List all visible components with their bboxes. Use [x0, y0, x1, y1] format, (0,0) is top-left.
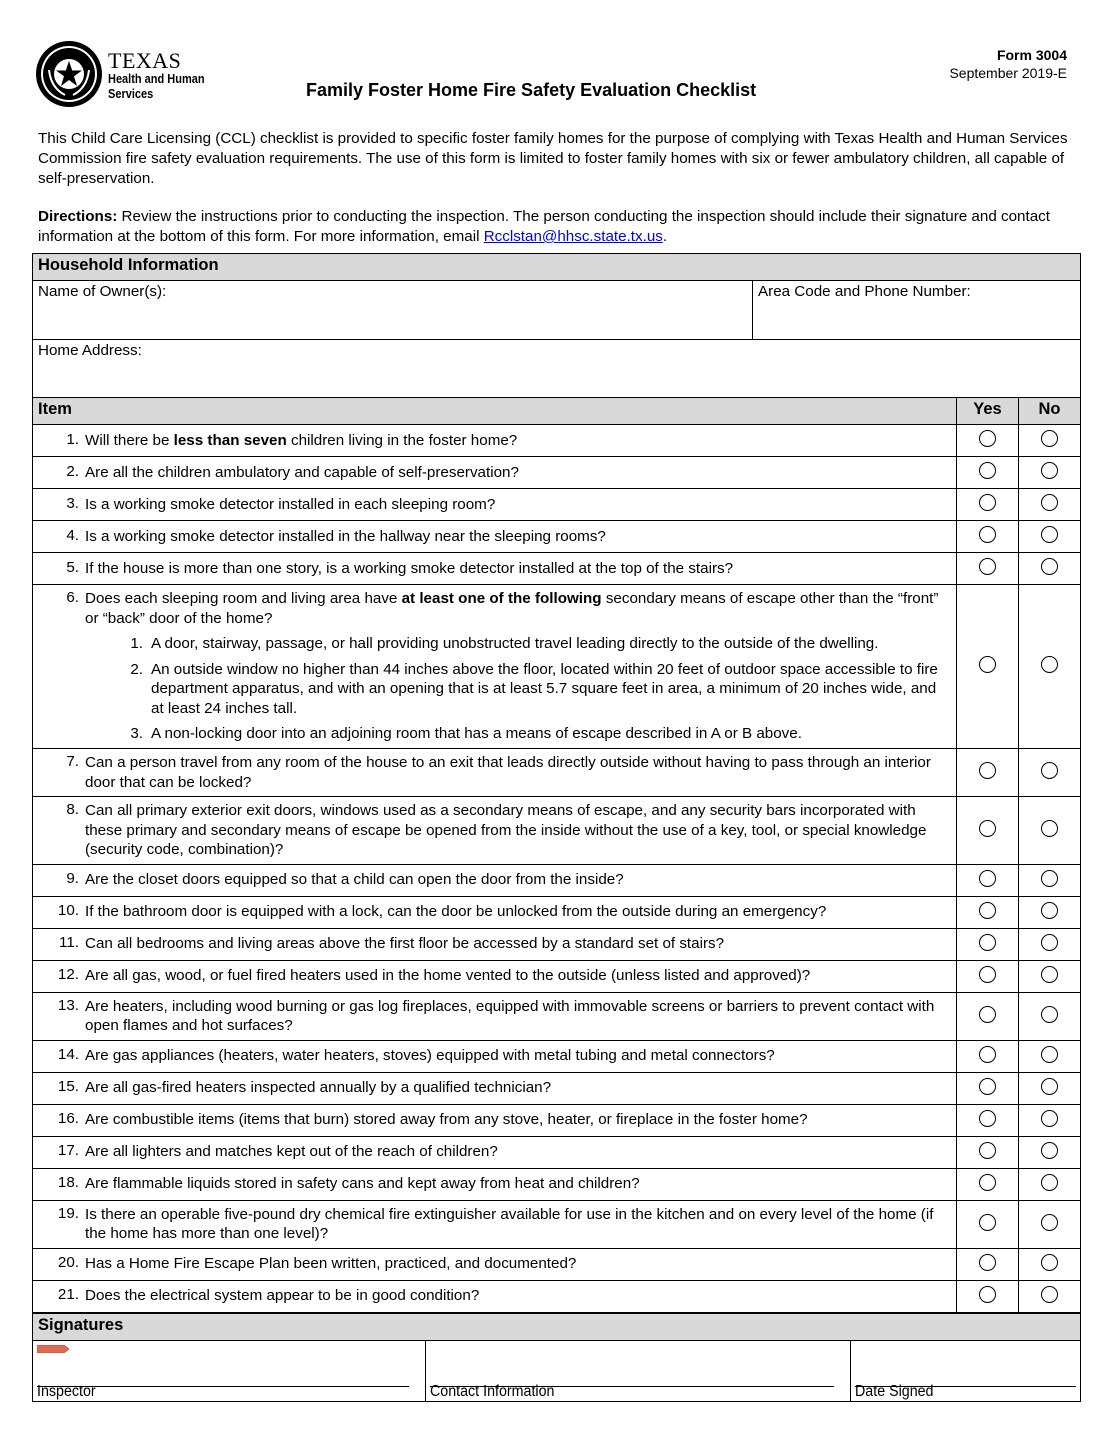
sub-option-text: An outside window no higher than 44 inches above the floor, located within 20 feet of outdoor space accessible to fire department apparatus, and with an opening that is at least 5.7 square feet in area, a minimum of 20 inches wide, and at least 24 inches tall.	[151, 660, 938, 717]
yes-cell	[957, 425, 1019, 457]
sign-here-tag-icon[interactable]	[37, 1345, 69, 1353]
address-label: Home Address:	[38, 342, 142, 359]
yes-cell	[957, 553, 1019, 585]
checklist-question	[33, 521, 957, 553]
yes-cell	[957, 928, 1019, 960]
no-radio[interactable]	[1041, 1174, 1058, 1191]
no-radio[interactable]	[1041, 494, 1058, 511]
question-text: Are gas appliances (heaters, water heaters, stoves) equipped with metal tubing and metal connectors?	[85, 1047, 775, 1065]
no-radio[interactable]	[1041, 966, 1058, 983]
question-number: 1.	[66, 430, 79, 448]
sub-option	[45, 724, 951, 744]
no-cell	[1019, 585, 1081, 749]
no-radio[interactable]	[1041, 934, 1058, 951]
question-text: Are flammable liquids stored in safety cans and kept away from heat and children?	[85, 1175, 640, 1193]
no-cell	[1019, 1168, 1081, 1200]
no-radio[interactable]	[1041, 1254, 1058, 1271]
question-number: 20.	[57, 1254, 79, 1272]
form-number: Form 3004	[996, 47, 1067, 63]
directions-text	[38, 207, 1083, 247]
yes-cell	[957, 585, 1019, 749]
form-info	[949, 46, 1067, 82]
item-column-header: Item	[33, 398, 957, 425]
yes-cell	[957, 1104, 1019, 1136]
question-text: Are the closet doors equipped so that a child can open the door from the inside?	[85, 871, 624, 889]
question-text: Has a Home Fire Escape Plan been written, practiced, and documented?	[85, 1255, 577, 1273]
no-radio[interactable]	[1041, 820, 1058, 837]
no-cell	[1019, 553, 1081, 585]
checklist-question	[33, 928, 957, 960]
yes-cell	[957, 521, 1019, 553]
no-cell	[1019, 1200, 1081, 1248]
yes-radio[interactable]	[979, 1214, 996, 1231]
inspector-label: Inspector	[37, 1383, 96, 1400]
checklist-row	[33, 864, 1081, 896]
page-title: Family Foster Home Fire Safety Evaluation Checklist	[306, 80, 757, 100]
yes-cell	[957, 960, 1019, 992]
checklist-question	[33, 1168, 957, 1200]
checklist-question	[33, 1136, 957, 1168]
question-number: 17.	[57, 1142, 79, 1160]
question-number: 16.	[57, 1110, 79, 1128]
checklist-question	[33, 864, 957, 896]
no-radio[interactable]	[1041, 1078, 1058, 1095]
no-cell	[1019, 896, 1081, 928]
question-text: Does each sleeping room and living area have	[85, 590, 402, 608]
checklist-row	[33, 1168, 1081, 1200]
no-cell	[1019, 521, 1081, 553]
no-column-header: No	[1019, 398, 1081, 425]
yes-cell	[957, 797, 1019, 865]
no-cell	[1019, 1280, 1081, 1312]
checklist-question	[33, 553, 957, 585]
signatures-header: Signatures	[33, 1314, 1081, 1341]
question-number: 21.	[57, 1286, 79, 1304]
no-cell	[1019, 797, 1081, 865]
no-cell	[1019, 992, 1081, 1040]
yes-cell	[957, 489, 1019, 521]
logo-texas: TEXAS	[108, 48, 182, 73]
yes-radio[interactable]	[979, 462, 996, 479]
question-text: Does the electrical system appear to be in good condition?	[85, 1287, 480, 1305]
no-radio[interactable]	[1041, 462, 1058, 479]
sub-option-number: 3.	[130, 725, 143, 743]
checklist-row	[33, 553, 1081, 585]
no-radio[interactable]	[1041, 762, 1058, 779]
form-date: September 2019-E	[949, 65, 1067, 81]
checklist-question	[33, 960, 957, 992]
sub-option-text: A non-locking door into an adjoining room that has a means of escape described in A or B above.	[151, 725, 802, 743]
texas-seal-icon	[35, 40, 103, 108]
question-text: Are all gas-fired heaters inspected annually by a qualified technician?	[85, 1079, 552, 1097]
checklist-question	[33, 457, 957, 489]
checklist-question	[33, 992, 957, 1040]
checklist-question	[33, 489, 957, 521]
yes-cell	[957, 457, 1019, 489]
no-cell	[1019, 749, 1081, 797]
no-cell	[1019, 489, 1081, 521]
no-cell	[1019, 1072, 1081, 1104]
question-text: Are all lighters and matches kept out of the reach of children?	[85, 1143, 498, 1161]
question-number: 15.	[57, 1078, 79, 1096]
question-number: 3.	[66, 494, 79, 512]
checklist-row	[33, 928, 1081, 960]
yes-radio[interactable]	[979, 902, 996, 919]
checklist-table	[32, 397, 1081, 1313]
question-emphasis: at least one of the following	[401, 590, 602, 608]
no-radio[interactable]	[1041, 1110, 1058, 1127]
logo-line2: Services	[108, 87, 154, 101]
question-text-end: children living in the foster home?	[286, 431, 518, 449]
question-text: If the bathroom door is equipped with a lock, can the door be unlocked from the outside during an emergency?	[85, 903, 827, 921]
owner-label: Name of Owner(s):	[38, 283, 167, 300]
yes-radio[interactable]	[979, 1142, 996, 1159]
no-radio[interactable]	[1041, 870, 1058, 887]
yes-radio[interactable]	[979, 934, 996, 951]
checklist-row	[33, 960, 1081, 992]
household-table	[32, 253, 1081, 398]
question-number: 10.	[57, 902, 79, 920]
question-number: 7.	[66, 753, 79, 770]
question-number: 19.	[57, 1204, 79, 1222]
no-radio[interactable]	[1041, 1142, 1058, 1159]
checklist-row	[33, 797, 1081, 865]
question-number: 13.	[57, 996, 79, 1014]
yes-cell	[957, 864, 1019, 896]
phone-label: Area Code and Phone Number:	[758, 283, 971, 300]
yes-radio[interactable]	[979, 1286, 996, 1303]
no-radio[interactable]	[1041, 1006, 1058, 1023]
checklist-question	[33, 425, 957, 457]
phone-field[interactable]	[753, 281, 1081, 340]
checklist-row	[33, 1136, 1081, 1168]
question-text: Can all bedrooms and living areas above the first floor be accessed by a standard set of stairs?	[85, 935, 725, 953]
sub-option-text: A door, stairway, passage, or hall providing unobstructed travel leading directly to the outside of the dwelling.	[151, 635, 879, 653]
contact-label: Contact Information	[430, 1383, 555, 1400]
question-text: Can a person travel from any room of the house to an exit that leads directly outside without having to pass through an interior door that can be locked?	[85, 754, 931, 791]
signatures-table	[32, 1313, 1081, 1402]
email-link[interactable]: Rcclstan@hhsc.state.tx.us	[483, 228, 663, 245]
checklist-row	[33, 457, 1081, 489]
no-radio[interactable]	[1041, 902, 1058, 919]
sub-option-number: 1.	[130, 635, 143, 653]
question-text: Is a working smoke detector installed in each sleeping room?	[85, 495, 496, 513]
question-number: 4.	[66, 526, 79, 544]
no-cell	[1019, 1104, 1081, 1136]
question-text: Is a working smoke detector installed in the hallway near the sleeping rooms?	[85, 527, 606, 545]
yes-radio[interactable]	[979, 870, 996, 887]
no-radio[interactable]	[1041, 558, 1058, 575]
question-number: 8.	[66, 801, 79, 818]
checklist-question	[33, 1280, 957, 1312]
hhs-logo	[35, 40, 225, 110]
no-cell	[1019, 425, 1081, 457]
checklist-question	[33, 1104, 957, 1136]
question-text: Are all gas, wood, or fuel fired heaters used in the home vented to the outside (unless listed and approved)?	[85, 967, 811, 985]
directions-label: Directions:	[38, 208, 118, 225]
question-text: If the house is more than one story, is a working smoke detector installed at the top of the stairs?	[85, 559, 734, 577]
yes-cell	[957, 896, 1019, 928]
checklist-question	[33, 1072, 957, 1104]
directions-end: .	[662, 228, 668, 245]
date-signed-field[interactable]	[851, 1341, 1081, 1402]
yes-radio[interactable]	[979, 558, 996, 575]
question-number: 9.	[66, 870, 79, 888]
question-text: Is there an operable five-pound dry chemical fire extinguisher available for use in the kitchen and on every level of the home (if the home has more than one level)?	[85, 1205, 934, 1242]
yes-radio[interactable]	[979, 494, 996, 511]
intro-text: This Child Care Licensing (CCL) checklist is provided to specific foster family homes for the purpose of complying with Texas Health and Human Services Commission fire safety evaluation requirements. The use of this form is limited to foster family homes with six or fewer ambulatory children, all capable of self-preservation.	[38, 130, 1068, 187]
yes-cell	[957, 1168, 1019, 1200]
question-number: 2.	[66, 462, 79, 480]
no-radio[interactable]	[1041, 1214, 1058, 1231]
yes-cell	[957, 1248, 1019, 1280]
no-cell	[1019, 928, 1081, 960]
yes-cell	[957, 749, 1019, 797]
yes-radio[interactable]	[979, 1174, 996, 1191]
checklist-row	[33, 896, 1081, 928]
question-number: 6.	[66, 589, 79, 607]
checklist-row	[33, 489, 1081, 521]
contact-info-field[interactable]	[426, 1341, 851, 1402]
no-cell	[1019, 457, 1081, 489]
no-radio[interactable]	[1041, 1046, 1058, 1063]
checklist-row	[33, 1072, 1081, 1104]
question-text: Are combustible items (items that burn) stored away from any stove, heater, or fireplace in the foster home?	[85, 1111, 808, 1129]
no-radio[interactable]	[1041, 526, 1058, 543]
question-emphasis: less than seven	[173, 431, 287, 449]
yes-radio[interactable]	[979, 1006, 996, 1023]
no-cell	[1019, 864, 1081, 896]
checklist-question	[33, 797, 957, 865]
checklist-row	[33, 1104, 1081, 1136]
household-header: Household Information	[33, 254, 1081, 281]
question-text: Are all the children ambulatory and capable of self-preservation?	[85, 463, 519, 481]
question-number: 18.	[57, 1174, 79, 1192]
question-number: 11.	[59, 934, 79, 952]
yes-radio[interactable]	[979, 762, 996, 779]
sub-option	[45, 660, 951, 719]
yes-radio[interactable]	[979, 966, 996, 983]
question-number: 5.	[66, 558, 79, 576]
logo-line1: Health and Human	[108, 72, 205, 86]
yes-cell	[957, 1200, 1019, 1248]
yes-column-header: Yes	[957, 398, 1019, 425]
checklist-question	[33, 896, 957, 928]
yes-radio[interactable]	[979, 1078, 996, 1095]
yes-cell	[957, 1136, 1019, 1168]
checklist-question	[33, 1040, 957, 1072]
yes-radio[interactable]	[979, 1254, 996, 1271]
date-label: Date Signed	[855, 1383, 934, 1400]
yes-cell	[957, 1280, 1019, 1312]
checklist-row	[33, 521, 1081, 553]
sub-option-number: 2.	[130, 660, 143, 678]
yes-radio[interactable]	[979, 1110, 996, 1127]
checklist-question	[33, 585, 957, 749]
checklist-row	[33, 1200, 1081, 1248]
yes-cell	[957, 1040, 1019, 1072]
no-radio[interactable]	[1041, 1286, 1058, 1303]
address-field[interactable]	[33, 340, 1081, 398]
question-number: 12.	[57, 966, 79, 984]
checklist-row	[33, 992, 1081, 1040]
checklist-row	[33, 585, 1081, 749]
checklist-row	[33, 1248, 1081, 1280]
no-radio[interactable]	[1041, 656, 1058, 673]
yes-radio[interactable]	[979, 526, 996, 543]
sub-option	[45, 634, 951, 654]
checklist-row	[33, 749, 1081, 797]
question-text: Will there be	[85, 431, 174, 449]
no-cell	[1019, 1040, 1081, 1072]
yes-radio[interactable]	[979, 656, 996, 673]
no-cell	[1019, 960, 1081, 992]
checklist-question	[33, 1248, 957, 1280]
checklist-row	[33, 1040, 1081, 1072]
yes-radio[interactable]	[979, 820, 996, 837]
checklist-question	[33, 749, 957, 797]
question-text: Can all primary exterior exit doors, windows used as a secondary means of escape, and any security bars incorporated with these primary and secondary means of escape be opened from the inside without the use of a key, tool, or special knowledge (security code, combination)?	[85, 802, 927, 858]
yes-cell	[957, 992, 1019, 1040]
no-radio[interactable]	[1041, 430, 1058, 447]
question-text-end: secondary means of escape other than the “front” or “back” door of the home?	[85, 590, 939, 627]
inspector-signature-field[interactable]	[33, 1341, 426, 1402]
owner-field[interactable]	[33, 281, 753, 340]
question-text: Are heaters, including wood burning or gas log fireplaces, equipped with immovable screens or barriers to prevent contact with open flames and hot surfaces?	[85, 997, 935, 1034]
no-cell	[1019, 1136, 1081, 1168]
yes-radio[interactable]	[979, 430, 996, 447]
checklist-row	[33, 425, 1081, 457]
checklist-question	[33, 1200, 957, 1248]
question-number: 14.	[57, 1046, 79, 1064]
no-cell	[1019, 1248, 1081, 1280]
yes-cell	[957, 1072, 1019, 1104]
directions-body: Review the instructions prior to conducting the inspection. The person conducting the inspection should include their signature and contact information at the bottom of this form. For more information, email	[38, 208, 1050, 245]
yes-radio[interactable]	[979, 1046, 996, 1063]
checklist-row	[33, 1280, 1081, 1312]
